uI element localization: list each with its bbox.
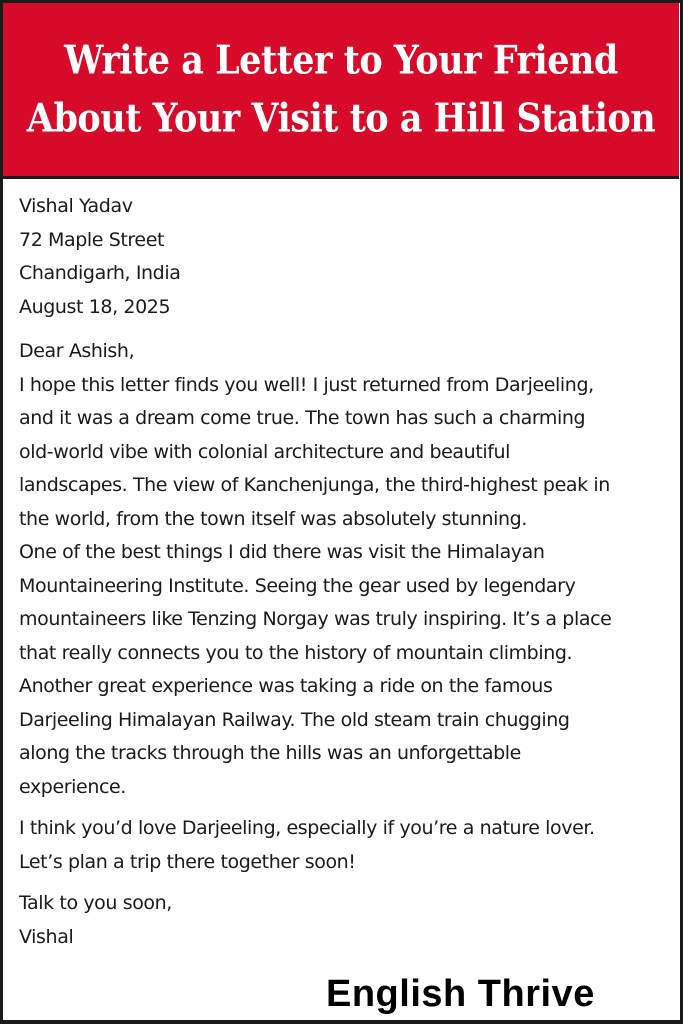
body-line: Let’s plan a trip there together soon! — [19, 850, 356, 873]
sender-street: 72 Maple Street — [19, 228, 165, 251]
body-line: Mountaineering Institute. Seeing the gear used by legendary — [19, 574, 576, 597]
body-line: along the tracks through the hills was an unforgettable — [19, 742, 521, 764]
title-line-2: About Your Visit to a Hill Station — [26, 94, 656, 141]
body-line: I think you’d love Darjeeling, especially if you’re a nature lover. — [19, 817, 595, 839]
letter-content — [19, 190, 669, 954]
title-line-1: Write a Letter to Your Friend — [64, 36, 618, 83]
salutation: Dear Ashish, — [19, 340, 135, 362]
body-line: and it was a dream come true. The town has such a charming — [19, 407, 586, 429]
brand-watermark: English Thrive — [326, 973, 595, 1015]
body-line: old-world vibe with colonial architecture and beautiful — [19, 440, 511, 463]
body-line: Another great experience was taking a ride on the famous — [19, 675, 553, 697]
closing: Talk to you soon, — [19, 892, 172, 914]
body-line: Darjeeling Himalayan Railway. The old steam train chugging — [19, 708, 570, 731]
body-line: that really connects you to the history of mountain climbing. — [19, 641, 573, 664]
letter-date: August 18, 2025 — [19, 295, 171, 318]
signature: Vishal — [19, 925, 74, 948]
title-banner — [3, 3, 679, 179]
body-paragraph-1 — [19, 369, 669, 805]
sender-name: Vishal Yadav — [19, 195, 133, 217]
body-line: mountaineers like Tenzing Norgay was truly inspiring. It’s a place — [19, 608, 612, 630]
sender-city: Chandigarh, India — [19, 262, 181, 284]
body-line: I hope this letter finds you well! I just returned from Darjeeling, — [19, 373, 594, 396]
body-line: One of the best things I did there was visit the Himalayan — [19, 541, 545, 563]
body-line: the world, from the town itself was absolutely stunning. — [19, 507, 527, 530]
sender-address — [19, 190, 669, 324]
body-line: experience. — [19, 775, 126, 798]
body-line: landscapes. The view of Kanchenjunga, the third-highest peak in — [19, 474, 610, 496]
body-paragraph-2 — [19, 812, 669, 879]
